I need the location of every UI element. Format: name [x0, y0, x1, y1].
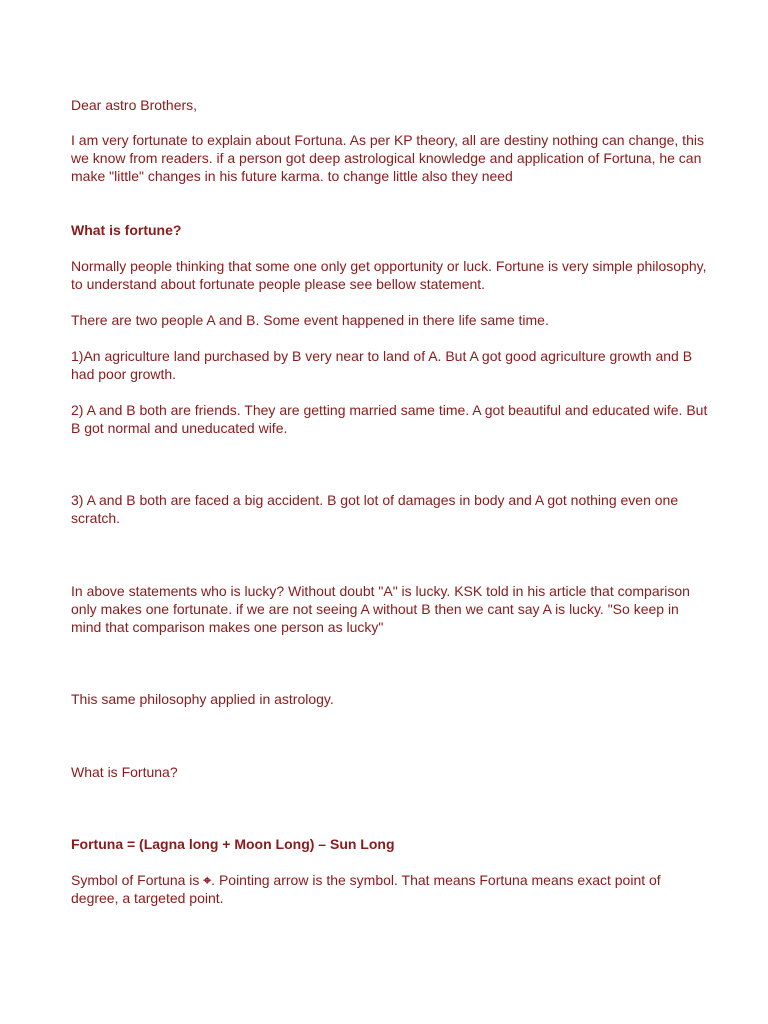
fortuna-symbol-icon: ⌖ [203, 872, 212, 888]
question-what-is-fortuna: What is Fortuna? [71, 764, 178, 780]
symbol-paragraph [71, 871, 711, 907]
philosophy-paragraph: This same philosophy applied in astrology. [71, 691, 334, 707]
heading-what-is-fortune: What is fortune? [71, 222, 182, 238]
point-1: 1)An agriculture land purchased by B very near to land of A. But A got good agriculture growth and B had poor growth. [71, 348, 693, 382]
point-3: 3) A and B both are faced a big accident. B got lot of damages in body and A got nothing even one scratch. [71, 492, 679, 526]
symbol-text-after: . Pointing arrow is the symbol. That means Fortuna means exact point of degree, a targeted point. [71, 872, 661, 906]
intro-paragraph: I am very fortunate to explain about Fortuna. As per KP theory, all are destiny nothing can change, this we know from readers. if a person got deep astrological knowledge and application of Fortuna, he can make "little" changes in his future karma. to change little also they need [71, 132, 704, 184]
lucky-paragraph: In above statements who is lucky? Without doubt "A" is lucky. KSK told in his article that comparison only makes one fortunate. if we are not seeing A without B then we cant say A is lucky. "So keep in mind that comparison makes one person as lucky" [71, 583, 690, 635]
fortune-paragraph: Normally people thinking that some one only get opportunity or luck. Fortune is very simple philosophy, to understand about fortunate people please see bellow statement. [71, 258, 707, 292]
greeting: Dear astro Brothers, [71, 97, 198, 113]
symbol-text-before: Symbol of Fortuna is [71, 872, 204, 888]
point-2: 2) A and B both are friends. They are getting married same time. A got beautiful and educated wife. But B got normal and uneducated wife. [71, 402, 708, 436]
fortuna-formula: Fortuna = (Lagna long + Moon Long) – Sun Long [71, 836, 395, 852]
two-people-paragraph: There are two people A and B. Some event happened in there life same time. [71, 312, 549, 328]
